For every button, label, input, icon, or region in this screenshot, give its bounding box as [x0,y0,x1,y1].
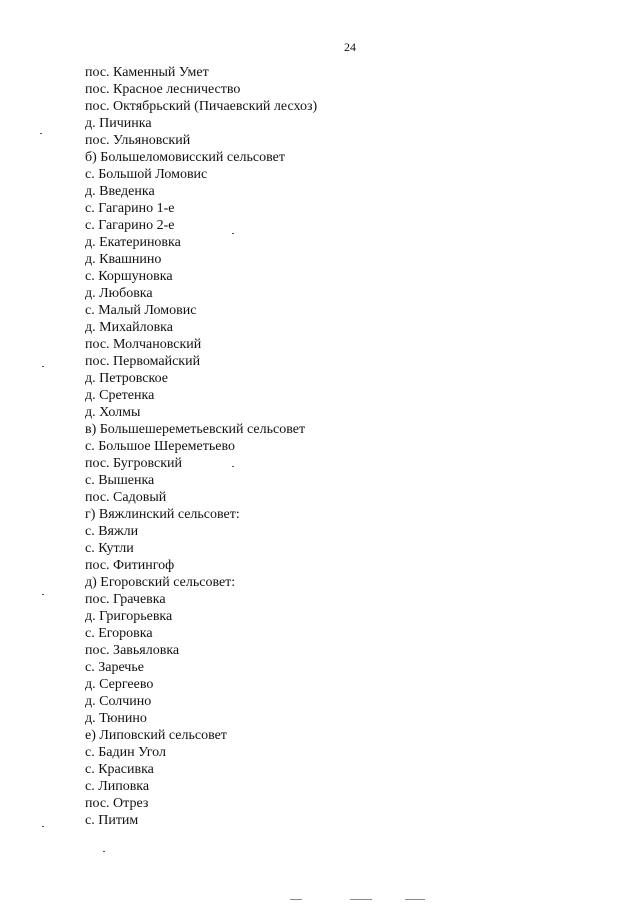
settlement-entry: д. Сретенка [85,388,155,403]
settlement-entry: с. Егоровка [85,626,153,641]
settlement-entry: с. Вышенка [85,473,155,488]
scan-speck [42,594,44,595]
settlement-entry: д. Квашнино [85,252,162,267]
footer-smudge [290,899,302,900]
settlement-entry: г) Вяжлинский сельсовет: [85,507,240,522]
settlement-entry: с. Кутли [85,541,134,556]
settlement-entry: д. Григорьевка [85,609,173,624]
settlement-entry: с. Вяжли [85,524,139,539]
settlement-entry: д. Пичинка [85,116,152,131]
settlement-entry: пос. Красное лесничество [85,82,241,97]
settlement-entry: пос. Октябрьский (Пичаевский лесхоз) [85,99,318,114]
page-number: 24 [344,40,356,54]
settlement-entry: с. Красивка [85,762,154,777]
footer-smudge [350,899,372,900]
settlement-entry: с. Гагарино 1-е [85,201,175,216]
settlement-entry: пос. Фитингоф [85,558,175,573]
settlement-entry: б) Большеломовисский сельсовет [85,150,285,165]
settlement-entry: с. Гагарино 2-е [85,218,175,233]
settlement-entry: пос. Грачевка [85,592,166,607]
scan-speck [40,133,42,134]
settlement-entry: пос. Садовый [85,490,167,505]
settlement-entry: с. Большой Ломовис [85,167,208,182]
settlement-entry: д. Любовка [85,286,153,301]
scan-speck [232,466,234,467]
settlement-entry: с. Питим [85,813,139,828]
settlement-entry: д. Екатериновка [85,235,181,250]
settlement-entry: с. Большое Шереметьево [85,439,235,454]
settlement-entry: д. Холмы [85,405,141,420]
settlement-entry: пос. Ульяновский [85,133,191,148]
settlement-entry: д. Сергеево [85,677,154,692]
settlement-entry: в) Большешереметьевский сельсовет [85,422,306,437]
settlement-entry: с. Коршуновка [85,269,173,284]
settlement-entry: пос. Каменный Умет [85,65,209,80]
settlement-entry: с. Заречье [85,660,144,675]
settlement-entry: с. Бадин Угол [85,745,166,760]
settlement-entry: е) Липовский сельсовет [85,728,227,743]
settlement-entry: д. Тюнино [85,711,147,726]
settlement-entry: с. Малый Ломовис [85,303,197,318]
settlement-entry: д. Петровское [85,371,168,386]
settlement-entry: д. Введенка [85,184,155,199]
settlement-entry: д. Солчино [85,694,152,709]
settlement-entry: пос. Первомайский [85,354,201,369]
footer-smudge [405,899,425,900]
settlement-entry: пос. Завьяловка [85,643,180,658]
settlement-entry: пос. Отрез [85,796,149,811]
settlement-list [85,64,317,829]
settlement-entry: пос. Молчановский [85,337,202,352]
scan-speck [42,826,44,827]
settlement-entry: с. Липовка [85,779,150,794]
scan-speck [103,851,105,852]
settlement-entry: д) Егоровский сельсовет: [85,575,236,590]
settlement-entry: пос. Бугровский [85,456,183,471]
settlement-entry: д. Михайловка [85,320,173,335]
scan-speck [42,366,44,367]
scan-speck [232,233,234,234]
